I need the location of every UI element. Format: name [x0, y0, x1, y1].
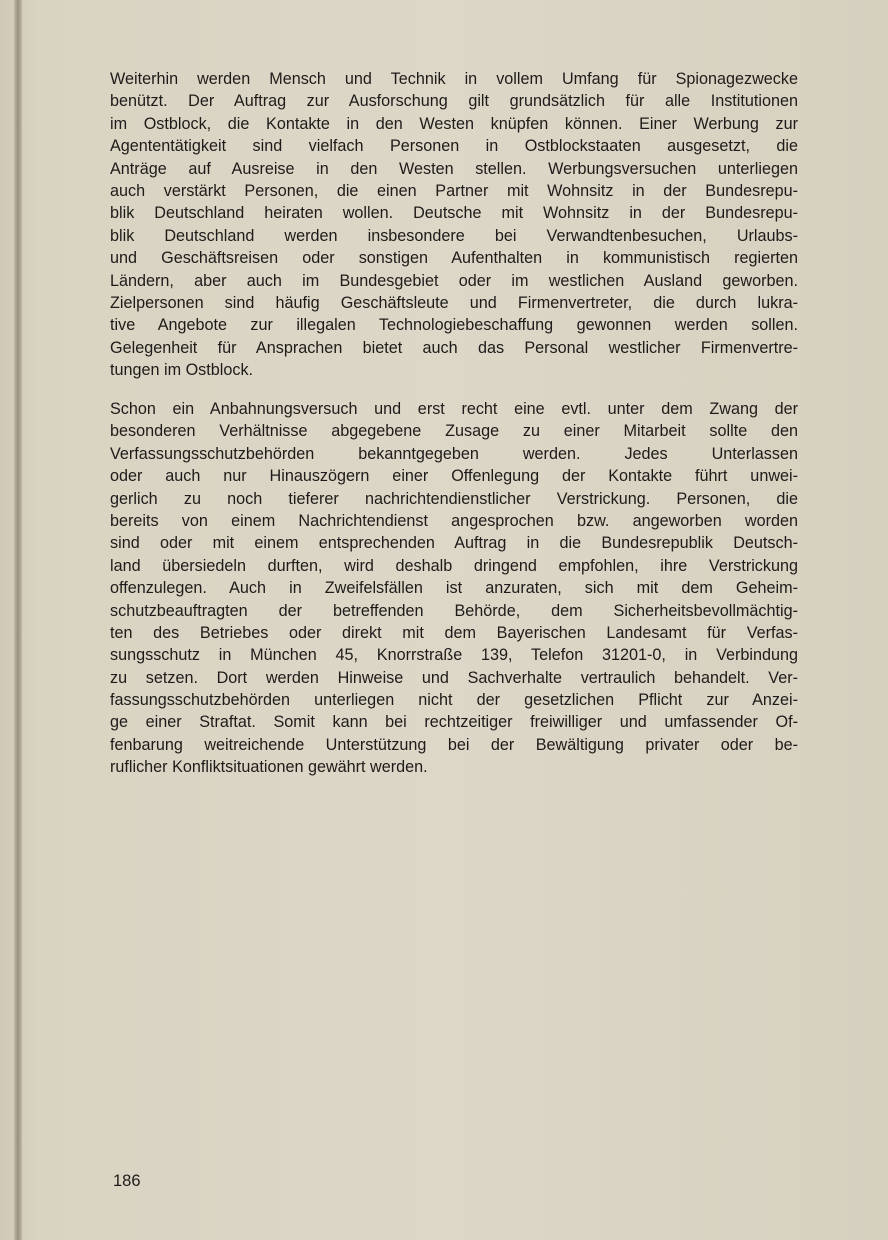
text-line: bereits von einem Nachrichtendienst angesprochen bzw. angeworben worden [110, 511, 798, 530]
paragraph-1 [110, 68, 798, 381]
text-line: im Ostblock, die Kontakte in den Westen knüpfen können. Einer Werbung zur [110, 114, 798, 133]
text-line: blik Deutschland werden insbesondere bei Verwandtenbesuchen, Urlaubs- [110, 226, 798, 245]
text-line: auch verstärkt Personen, die einen Partner mit Wohnsitz in der Bundesrepu- [110, 181, 798, 200]
text-line: gerlich zu noch tieferer nachrichtendienstlicher Verstrickung. Personen, die [110, 489, 798, 508]
text-line: tive Angebote zur illegalen Technologiebeschaffung gewonnen werden sollen. [110, 316, 798, 335]
text-line: Zielpersonen sind häufig Geschäftsleute und Firmenvertreter, die durch lukra- [110, 293, 798, 312]
text-line: zu setzen. Dort werden Hinweise und Sachverhalte vertraulich behandelt. Ver- [110, 668, 798, 687]
text-line: offenzulegen. Auch in Zweifelsfällen ist anzuraten, sich mit dem Geheim- [110, 579, 798, 598]
text-line: Anträge auf Ausreise in den Westen stellen. Werbungsversuchen unterliegen [110, 159, 798, 178]
text-line: fassungsschutzbehörden unterliegen nicht der gesetzlichen Pflicht zur Anzei- [110, 691, 798, 710]
text-line: ruflicher Konfliktsituationen gewährt werden. [110, 758, 428, 777]
binding-edge [14, 0, 22, 1240]
text-line: benützt. Der Auftrag zur Ausforschung gilt grundsätzlich für alle Institutionen [110, 92, 798, 111]
text-line: Gelegenheit für Ansprachen bietet auch das Personal westlicher Firmenvertre- [110, 338, 798, 357]
text-line: fenbarung weitreichende Unterstützung bei der Bewältigung privater oder be- [110, 735, 798, 754]
text-line: blik Deutschland heiraten wollen. Deutsche mit Wohnsitz in der Bundesrepu- [110, 204, 798, 223]
text-line: besonderen Verhältnisse abgegebene Zusage zu einer Mitarbeit sollte den [110, 422, 798, 441]
text-line: und Geschäftsreisen oder sonstigen Aufenthalten in kommunistisch regierten [110, 249, 798, 268]
text-line: Agententätigkeit sind vielfach Personen in Ostblockstaaten ausgesetzt, die [110, 137, 798, 156]
text-line: Schon ein Anbahnungsversuch und erst recht eine evtl. unter dem Zwang der [110, 400, 798, 418]
page-number: 186 [113, 1172, 141, 1190]
text-line: Ländern, aber auch im Bundesgebiet oder im westlichen Ausland geworben. [110, 271, 798, 290]
text-line: ten des Betriebes oder direkt mit dem Bayerischen Landesamt für Verfas- [110, 623, 798, 642]
text-line: sungsschutz in München 45, Knorrstraße 139, Telefon 31201-0, in Verbindung [110, 646, 798, 665]
text-line: land übersiedeln durften, wird deshalb dringend empfohlen, ihre Verstrickung [110, 556, 798, 575]
text-line: ge einer Straftat. Somit kann bei rechtzeitiger freiwilliger und umfassender Of- [110, 713, 798, 732]
text-line: Weiterhin werden Mensch und Technik in vollem Umfang für Spionagezwecke [110, 70, 798, 88]
text-line: Verfassungsschutzbehörden bekanntgegeben werden. Jedes Unterlassen [110, 444, 798, 463]
paragraph-2 [110, 398, 798, 779]
text-line: sind oder mit einem entsprechenden Auftrag in die Bundesrepublik Deutsch- [110, 534, 798, 553]
text-line: oder auch nur Hinauszögern einer Offenlegung der Kontakte führt unwei- [110, 467, 798, 486]
text-line: tungen im Ostblock. [110, 361, 254, 380]
text-line: schutzbeauftragten der betreffenden Behörde, dem Sicherheitsbevollmächtig- [110, 601, 798, 620]
